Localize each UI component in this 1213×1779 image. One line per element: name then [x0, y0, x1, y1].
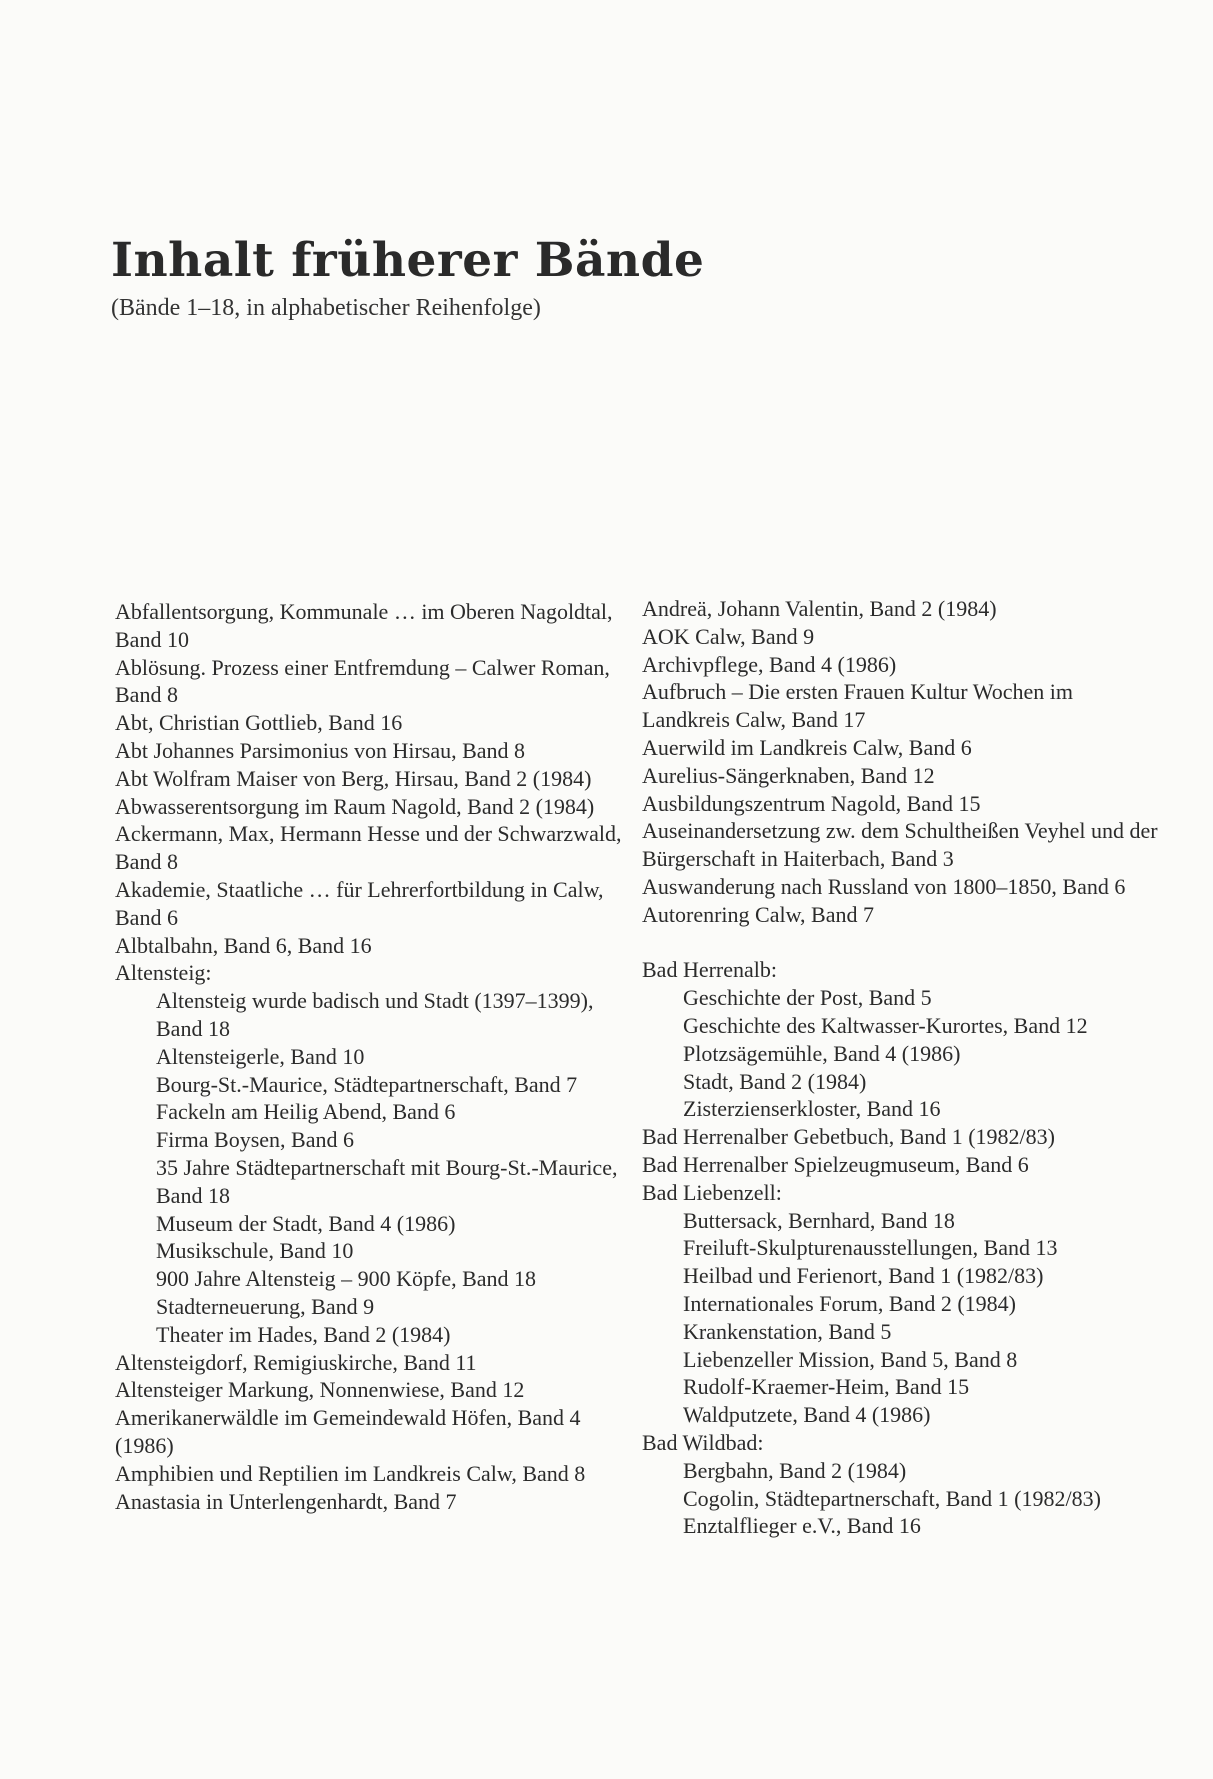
index-sub-entry: Heilbad und Ferienort, Band 1 (1982/83) [683, 1263, 1044, 1289]
index-sub-entry: Waldputzete, Band 4 (1986) [683, 1402, 931, 1428]
index-sub-entry: Plotzsägemühle, Band 4 (1986) [683, 1040, 961, 1066]
index-entry: Aufbruch – Die ersten Frauen Kultur Wochen im Landkreis Calw, Band 17 [642, 679, 1073, 733]
index-sub-entry: Firma Boysen, Band 6 [156, 1127, 354, 1153]
index-sub-entry: Musikschule, Band 10 [156, 1238, 354, 1264]
index-sub-entry: Internationales Forum, Band 2 (1984) [683, 1290, 1016, 1316]
index-sub-entry: Krankenstation, Band 5 [683, 1318, 892, 1344]
page-subtitle: (Bände 1–18, in alphabetischer Reihenfolge) [111, 295, 541, 321]
index-sub-entry: Buttersack, Bernhard, Band 18 [683, 1207, 955, 1233]
index-sub-entry: Museum der Stadt, Band 4 (1986) [156, 1210, 456, 1236]
index-entry: Abwasserentsorgung im Raum Nagold, Band 2 (1984) [115, 793, 595, 819]
index-entry: Andreä, Johann Valentin, Band 2 (1984) [642, 596, 997, 621]
index-sub-entry: Rudolf-Kraemer-Heim, Band 15 [683, 1374, 970, 1400]
index-entry: Anastasia in Unterlengenhardt, Band 7 [115, 1488, 457, 1514]
index-sub-entry: Cogolin, Städtepartnerschaft, Band 1 (1982/83) [683, 1485, 1101, 1511]
index-group-heading: Altensteig: [115, 960, 212, 986]
index-entry: Abt Johannes Parsimonius von Hirsau, Band 8 [115, 737, 526, 763]
index-entry: Ackermann, Max, Hermann Hesse und der Schwarzwald, Band 8 [115, 821, 622, 875]
index-sub-entry: Altensteigerle, Band 10 [156, 1043, 365, 1069]
index-sub-entry: Bourg-St.-Maurice, Städtepartnerschaft, Band 7 [156, 1071, 578, 1097]
index-sub-entry: Freiluft-Skulpturenausstellungen, Band 13 [683, 1235, 1058, 1261]
index-group-heading: Bad Herrenalb: [642, 957, 777, 983]
index-sub-entry: Altensteig wurde badisch und Stadt (1397–1399), Band 18 [156, 988, 594, 1041]
index-entry: Archivpflege, Band 4 (1986) [642, 651, 897, 677]
index-entry: Auswanderung nach Russland von 1800–1850, Band 6 [642, 873, 1126, 899]
index-entry: Bad Herrenalber Spielzeugmuseum, Band 6 [642, 1151, 1029, 1177]
index-sub-entry: Theater im Hades, Band 2 (1984) [156, 1321, 451, 1347]
index-entry: Amerikanerwäldle im Gemeindewald Höfen, Band 4 (1986) [115, 1405, 581, 1458]
index-entry: Auseinandersetzung zw. dem Schultheißen Veyhel und der Bürgerschaft in Haiterbach, Band 3 [642, 818, 1158, 872]
index-sub-list [642, 1457, 1162, 1540]
index-column-left [115, 598, 635, 1515]
index-sub-list [642, 1207, 1162, 1429]
index-sub-list [642, 984, 1162, 1123]
index-sub-list [115, 987, 635, 1348]
index-entry: Amphibien und Reptilien im Landkreis Calw, Band 8 [115, 1460, 586, 1486]
index-sub-entry: Liebenzeller Mission, Band 5, Band 8 [683, 1346, 1018, 1372]
index-entry: Aurelius-Sängerknaben, Band 12 [642, 762, 935, 788]
index-sub-entry: Enztalflieger e.V., Band 16 [683, 1513, 921, 1539]
index-column-right [642, 595, 1162, 1540]
index-sub-entry: Geschichte der Post, Band 5 [683, 985, 932, 1011]
index-entry: Altensteigdorf, Remigiuskirche, Band 11 [115, 1349, 477, 1375]
index-sub-entry: 35 Jahre Städtepartnerschaft mit Bourg-St.-Maurice, Band 18 [156, 1154, 618, 1208]
index-sub-entry: Fackeln am Heilig Abend, Band 6 [156, 1099, 456, 1125]
index-sub-entry: Bergbahn, Band 2 (1984) [683, 1457, 907, 1483]
index-entry: Abt, Christian Gottlieb, Band 16 [115, 710, 403, 736]
index-entry: Akademie, Staatliche … für Lehrerfortbildung in Calw, Band 6 [115, 876, 604, 930]
index-sub-entry: Zisterzienserkloster, Band 16 [683, 1096, 941, 1122]
index-sub-entry: 900 Jahre Altensteig – 900 Köpfe, Band 18 [156, 1266, 537, 1292]
index-entry: Autorenring Calw, Band 7 [642, 901, 874, 927]
index-entry: Abfallentsorgung, Kommunale … im Oberen Nagoldtal, Band 10 [115, 599, 613, 652]
index-entry: Albtalbahn, Band 6, Band 16 [115, 932, 372, 958]
index-entry: Altensteiger Markung, Nonnenwiese, Band 12 [115, 1377, 525, 1403]
index-entry: AOK Calw, Band 9 [642, 623, 815, 649]
index-entry: Ablösung. Prozess einer Entfremdung – Calwer Roman, Band 8 [115, 654, 610, 708]
index-entry: Auerwild im Landkreis Calw, Band 6 [642, 734, 972, 760]
index-group-heading: Bad Wildbad: [642, 1429, 764, 1455]
page-title: Inhalt früherer Bände [111, 233, 705, 288]
index-group-heading: Bad Liebenzell: [642, 1179, 782, 1205]
index-entry: Ausbildungszentrum Nagold, Band 15 [642, 790, 981, 816]
index-sub-entry: Geschichte des Kaltwasser-Kurortes, Band 12 [683, 1012, 1088, 1038]
index-sub-entry: Stadt, Band 2 (1984) [683, 1068, 867, 1094]
index-sub-entry: Stadterneuerung, Band 9 [156, 1293, 375, 1319]
index-entry: Abt Wolfram Maiser von Berg, Hirsau, Band 2 (1984) [115, 765, 592, 791]
index-entry: Bad Herrenalber Gebetbuch, Band 1 (1982/83) [642, 1124, 1055, 1150]
